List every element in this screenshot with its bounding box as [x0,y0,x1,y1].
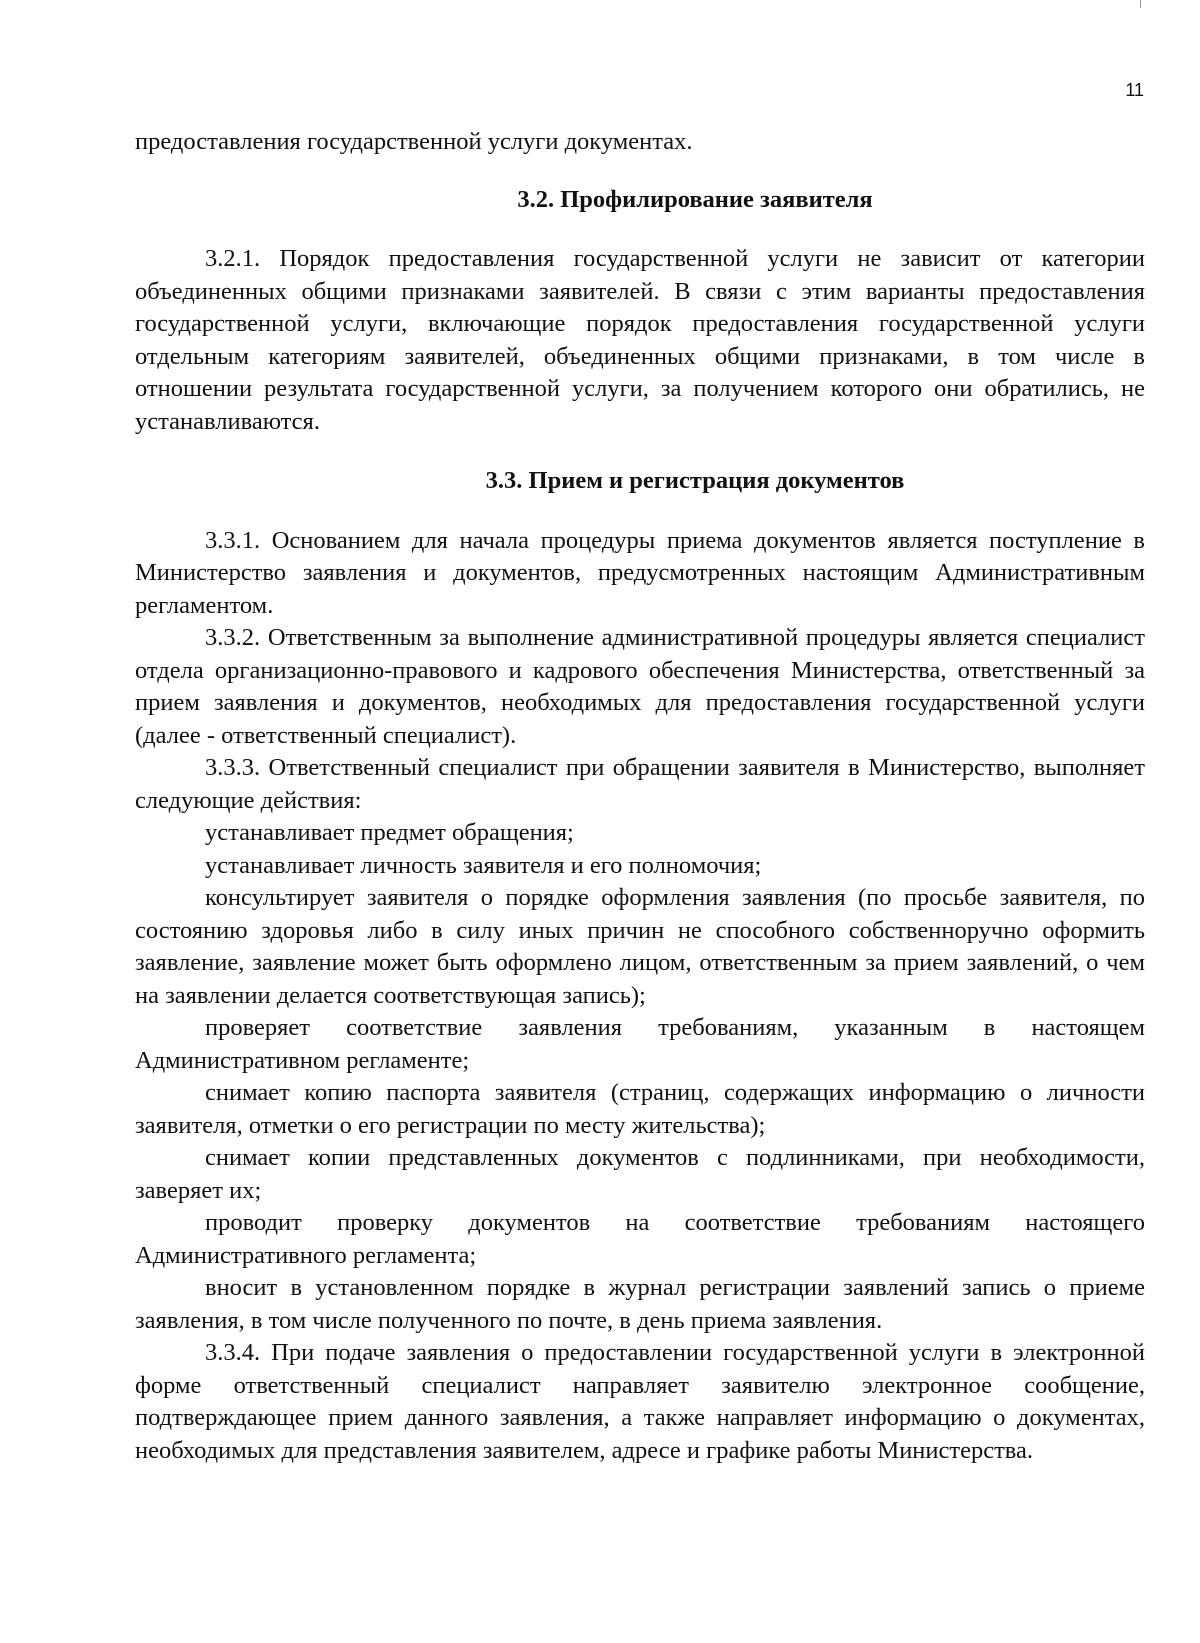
list-item: проверяет соответствие заявления требованиям, указанным в настоящем Административном регламенте; [135,1014,1145,1074]
scan-mark [1140,0,1141,8]
paragraph-3-3-1: 3.3.1. Основанием для начала процедуры приема документов является поступление в Министерство заявления и документов, предусмотренных настоящим Административным регламентом. [135,526,1145,619]
list-item: проводит проверку документов на соответствие требованиям настоящего Административного регламента; [135,1209,1145,1269]
paragraph-3-2-1: 3.2.1. Порядок предоставления государственной услуги не зависит от категории объединенных общими признаками заявителей. В связи с этим варианты предоставления государственной услуги, включающие порядок предоставления государственной услуги отдельным категориям заявителей, объединенных общими признаками, в том числе в отношении результата государственной услуги, за получением которого они обратились, не устанавливаются. [135,245,1145,435]
list-item: устанавливает личность заявителя и его полномочия; [205,851,762,879]
page-number: 11 [1125,80,1144,100]
list-item: консультирует заявителя о порядке оформления заявления (по просьбе заявителя, по состоянию здоровья либо в силу иных причин не способного собственноручно оформить заявление, заявление может быть оформлено лицом, ответственным за прием заявлений, о чем на заявлении делается соответствующая запись); [135,884,1145,1009]
list-item: вносит в установленном порядке в журнал регистрации заявлений запись о приеме заявления, в том числе полученного по почте, в день приема заявления. [135,1274,1145,1334]
spacer [135,438,1145,465]
paragraph-3-3-3: 3.3.3. Ответственный специалист при обращении заявителя в Министерство, выполняет следующие действия: [135,754,1145,814]
list-item: устанавливает предмет обращения; [205,819,574,846]
paragraph-3-3-2: 3.3.2. Ответственным за выполнение административной процедуры является специалист отдела организационно-правового и кадрового обеспечения Министерства, ответственный за прием заявления и документов, необходимых для предоставления государственной услуги (далее - ответственный специалист). [135,624,1145,749]
paragraph-3-3-4: 3.3.4. При подаче заявления о предоставлении государственной услуги в электронной форме ответственный специалист направляет заявителю электронное сообщение, подтверждающее прием данного заявления, а также направляет информацию о документах, необходимых для представления заявителем, адресе и графике работы Министерства. [135,1339,1145,1464]
spacer [135,159,1145,184]
continuation-line: предоставления государственной услуги документах. [135,128,693,155]
section-heading-3-3: 3.3. Прием и регистрация документов [485,467,905,494]
spacer [135,216,1145,243]
list-item: снимает копию паспорта заявителя (страниц, содержащих информацию о личности заявителя, отметки о его регистрации по месту жительства); [135,1079,1145,1139]
list-item: снимает копии представленных документов с подлинниками, при необходимости, заверяет их; [135,1144,1145,1204]
section-heading-3-2: 3.2. Профилирование заявителя [517,185,873,213]
page-content [135,126,1145,1467]
spacer [135,498,1145,525]
